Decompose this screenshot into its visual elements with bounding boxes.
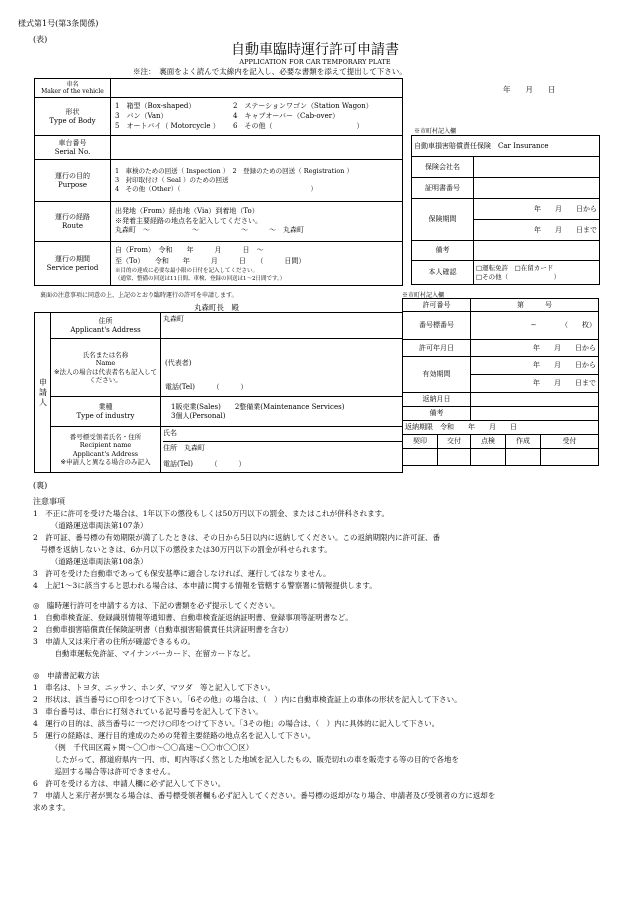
return-date-label: 返納月日: [403, 393, 471, 407]
note-item: 2 許可証、番号標の有効期限が満了したときは、その日から5日以内に返納してください。この返納期限内に許可証、番: [33, 533, 441, 542]
body-type-option[interactable]: 4 キャブオーバー（Cab-over）: [233, 112, 340, 121]
howto-item: 5 運行の経路は、運行目的達成のための発着主要経路の地点名を記入して下さい。: [33, 731, 316, 740]
period-to[interactable]: 至（To） 令和 年 月 日 （ 日間）: [115, 256, 306, 265]
permit-no-field[interactable]: 第 号: [471, 299, 599, 312]
body-type-option[interactable]: 5 オートバイ（ Motorcycle ）: [115, 121, 220, 130]
body-type-options[interactable]: [111, 98, 403, 136]
notes-title: 注意事項: [33, 497, 65, 506]
name-label: 氏名または名称 Name ※法人の場合は代表者名も記入してください。: [51, 339, 161, 397]
howto-item: 1 車名は、トヨタ、ニッサン、ホンダ、マツダ 等と記入して下さい。: [33, 683, 275, 692]
plate-no-label: 番号標番号: [403, 312, 471, 340]
check-header: 点検: [471, 435, 506, 449]
permit-date-label: 許可年月日: [403, 340, 471, 357]
industry-option[interactable]: 3個人(Personal): [171, 411, 226, 420]
howto-item: したがって、都道府県内一円、市、町内等ばく然とした地域を記入したもの、販売切れの車を販売する等の目的で各地を: [47, 755, 460, 764]
create-header: 作成: [506, 435, 541, 449]
body-type-option[interactable]: 3 バン（Van）: [115, 112, 168, 121]
name-field[interactable]: [161, 339, 403, 397]
body-type-option[interactable]: 2 ステーションワゴン（Station Wagon）: [233, 102, 373, 111]
seal-cell[interactable]: [403, 449, 438, 466]
vehicle-name-field[interactable]: [111, 79, 403, 98]
page-subtitle: APPLICATION FOR CAR TEMPORARY PLATE: [239, 58, 391, 66]
issue-header: 交付: [438, 435, 471, 449]
purpose-options[interactable]: [111, 160, 403, 202]
note-item: 4 上記1〜3に該当すると思われる場合は、本申請に関する情報を管轄する警察署に情報提供します。: [33, 581, 377, 590]
representative-label: (代表者): [165, 359, 192, 367]
remarks2-field[interactable]: [471, 407, 599, 421]
body-type-option[interactable]: 6 その他（ ）: [233, 121, 364, 130]
seal-header: 契印: [403, 435, 438, 449]
period-note: （通常、整備の回送は11日間、車検、登録の回送は1〜2日間です。）: [115, 275, 286, 282]
valid-period-label: 有効期間: [403, 357, 471, 393]
cert-no-label: 証明書番号: [412, 178, 474, 199]
insurer-label: 保険会社名: [412, 157, 474, 178]
body-type-label: 形状 Type of Body: [35, 98, 111, 136]
mayor-address: 丸森町長 殿: [194, 303, 239, 312]
doc-item: 2 自動車損害賠償責任保険証明書（自動車損害賠償責任共済証明書を含む）: [33, 625, 293, 634]
industry-label: 業種 Type of industry: [51, 397, 161, 427]
howto-item: 4 運行の目的は、該当番号に一つだけ○印をつけて下さい。「3その他」の場合は、（ ）内に具体的に記入して下さい。: [33, 719, 440, 728]
howto-item: 7 申請人と来庁者が異なる場合は、番号標受領者欄も必ず記入してください。番号標の返却がなり場合、申請者及び受領者の方に返却を: [33, 791, 496, 800]
valid-from[interactable]: 年 月 日から: [471, 357, 599, 375]
municipal-entry-label: ※市町村記入欄: [414, 128, 457, 135]
body-type-option[interactable]: 1 箱型（Box-shaped）: [115, 102, 196, 111]
instruction-note: ※注： 裏面をよく読んで太線内を記入し、必要な書類を添えて提出して下さい。: [133, 67, 407, 76]
period-note: ※目的の達成に必要な最小限の日付を記入してください。: [115, 267, 259, 274]
route-label: 運行の経路 Route: [35, 202, 111, 242]
industry-option[interactable]: 1販売業(Sales) 2整備業(Maintenance Services): [171, 402, 345, 411]
howto-item: 巡回する場合等は許可できません。: [47, 767, 175, 776]
permit-no-label: 許可番号: [403, 299, 471, 312]
purpose-label: 運行の目的 Purpose: [35, 160, 111, 202]
receipt-cell[interactable]: [541, 449, 599, 466]
cert-no-field[interactable]: [474, 178, 600, 199]
back-side-label: (裏): [33, 481, 48, 490]
recipient-tel[interactable]: 電話(Tel) （ ）: [163, 460, 246, 468]
insurance-table: [411, 135, 600, 285]
note-item: 号標を返納しないときは、6か月以下の懲役または30万円以下の罰金が科せられます。: [33, 545, 332, 554]
recipient-address[interactable]: 住所 丸森町: [163, 444, 205, 452]
address-field[interactable]: 丸森町: [161, 313, 403, 339]
route-field[interactable]: [111, 202, 403, 242]
purpose-line[interactable]: 4 その他（Other）（ ）: [115, 184, 317, 193]
period-label: 運行の期間 Service period: [35, 242, 111, 286]
address-label: 住所 Applicant's Address: [51, 313, 161, 339]
recipient-name[interactable]: 氏名: [163, 429, 402, 442]
doc-item: 1 自動車検査証、登録識別情報等通知書、自動車検査証返納証明書、登録事項等証明書など。: [33, 613, 353, 622]
recipient-label: 番号標受領者氏名・住所 Recipient name Applicant's Address ※申請人と異なる場合のみ記入: [51, 427, 161, 473]
purpose-line[interactable]: 3 封印取付け（ Seal ）のための回送: [115, 176, 229, 185]
insurance-header: 自動車損害賠償責任保険 Car Insurance: [412, 136, 600, 157]
note-item: 3 許可を受けた自動車であっても保安基準に適合しなければ、運行してはなりません。: [33, 569, 331, 578]
period-from[interactable]: 自（From） 令和 年 月 日 〜: [115, 245, 264, 254]
howto-item: （例 千代田区霞ヶ関〜〇〇市〜〇〇高速〜〇〇市〇〇区）: [47, 743, 254, 752]
howto-item: 求めます。: [33, 803, 70, 812]
id-check-label: 本人確認: [412, 261, 474, 285]
howto-item: 6 許可を受ける方は、申請人欄に必ず記入して下さい。: [33, 779, 226, 788]
insurance-from[interactable]: 年 月 日から: [474, 199, 600, 220]
remarks-field[interactable]: [474, 241, 600, 261]
doc-item: 自動車運転免許証、マイナンバーカード、在留カードなど。: [47, 649, 256, 658]
note-item: （道路運送車両法第108条）: [47, 557, 148, 566]
insurer-field[interactable]: [474, 157, 600, 178]
check-cell[interactable]: [471, 449, 506, 466]
return-deadline: 返納期限 令和 年 月 日: [403, 421, 599, 435]
municipal-entry-label-2: ※市町村記入欄: [402, 292, 445, 299]
vehicle-name-label: 車名 Maker of the vehicle: [35, 79, 111, 98]
valid-to[interactable]: 年 月 日まで: [471, 375, 599, 393]
vehicle-info-table: [34, 78, 403, 286]
remarks-label: 備考: [412, 241, 474, 261]
insurance-period-label: 保険期間: [412, 199, 474, 241]
id-check-options[interactable]: □運転免許 □在留カード □その他（ ）: [474, 261, 600, 285]
note-item: 1 不正に許可を受けた場合は、1年以下の懲役もしくは50万円以下の罰金、またはこれが併科されます。: [33, 509, 389, 518]
form-number: 様式第1号(第3条関係): [18, 19, 99, 28]
consent-text: 裏面の注意事項に同意の上、上記のとおり臨時運行の許可を申請します。: [40, 292, 238, 299]
serial-label: 車台番号 Serial No.: [35, 136, 111, 160]
permit-table: [402, 298, 599, 466]
howto-item: 2 形状は、該当番号に○印をつけて下さい。「6その他」の場合は、（ ）内に自動車検査証上の車体の形状を記入して下さい。: [33, 695, 462, 704]
return-date-field[interactable]: [471, 393, 599, 407]
permit-date-field[interactable]: 年 月 日から: [471, 340, 599, 357]
front-side-label: (表): [33, 35, 48, 44]
route-line[interactable]: 丸森町 〜 〜 〜 〜 丸森町: [115, 226, 304, 235]
industry-options[interactable]: [161, 397, 403, 427]
tel-field[interactable]: 電話(Tel) （ ）: [165, 383, 248, 391]
back-notes: [33, 496, 613, 814]
page-title: 自動車臨時運行許可申請書: [231, 42, 399, 58]
applicant-vertical-label: 申請人: [35, 313, 51, 473]
application-date: 年 月 日: [503, 85, 556, 94]
remarks2-label: 備考: [403, 407, 471, 421]
period-field[interactable]: [111, 242, 403, 286]
purpose-line[interactable]: 1 車検のための回送（ Inspection ） 2 登録のための回送（ Registration ）: [115, 167, 354, 176]
applicant-table: [34, 312, 403, 473]
howto-title: ◎ 申請書記載方法: [33, 671, 100, 680]
serial-field[interactable]: [111, 136, 403, 160]
route-line: ※発着主要経路の地点名を記入してください。: [115, 216, 262, 225]
route-line: 出発地（From）経由地（Via）到着地（To）: [115, 207, 259, 216]
plate-no-field[interactable]: − （ 枚）: [471, 312, 599, 340]
issue-cell[interactable]: [438, 449, 471, 466]
receipt-header: 受付: [541, 435, 599, 449]
docs-title: ◎ 臨時運行許可を申請する方は、下記の書類を必ず提示してください。: [33, 601, 280, 610]
insurance-to[interactable]: 年 月 日まで: [474, 220, 600, 241]
doc-item: 3 申請人又は来庁者の住所が確認できるもの。: [33, 637, 195, 646]
howto-item: 3 車台番号は、車台に打刻されている記号番号を記入して下さい。: [33, 707, 263, 716]
recipient-field[interactable]: [161, 427, 403, 473]
note-item: （道路運送車両法第107条）: [47, 521, 148, 530]
create-cell[interactable]: [506, 449, 541, 466]
